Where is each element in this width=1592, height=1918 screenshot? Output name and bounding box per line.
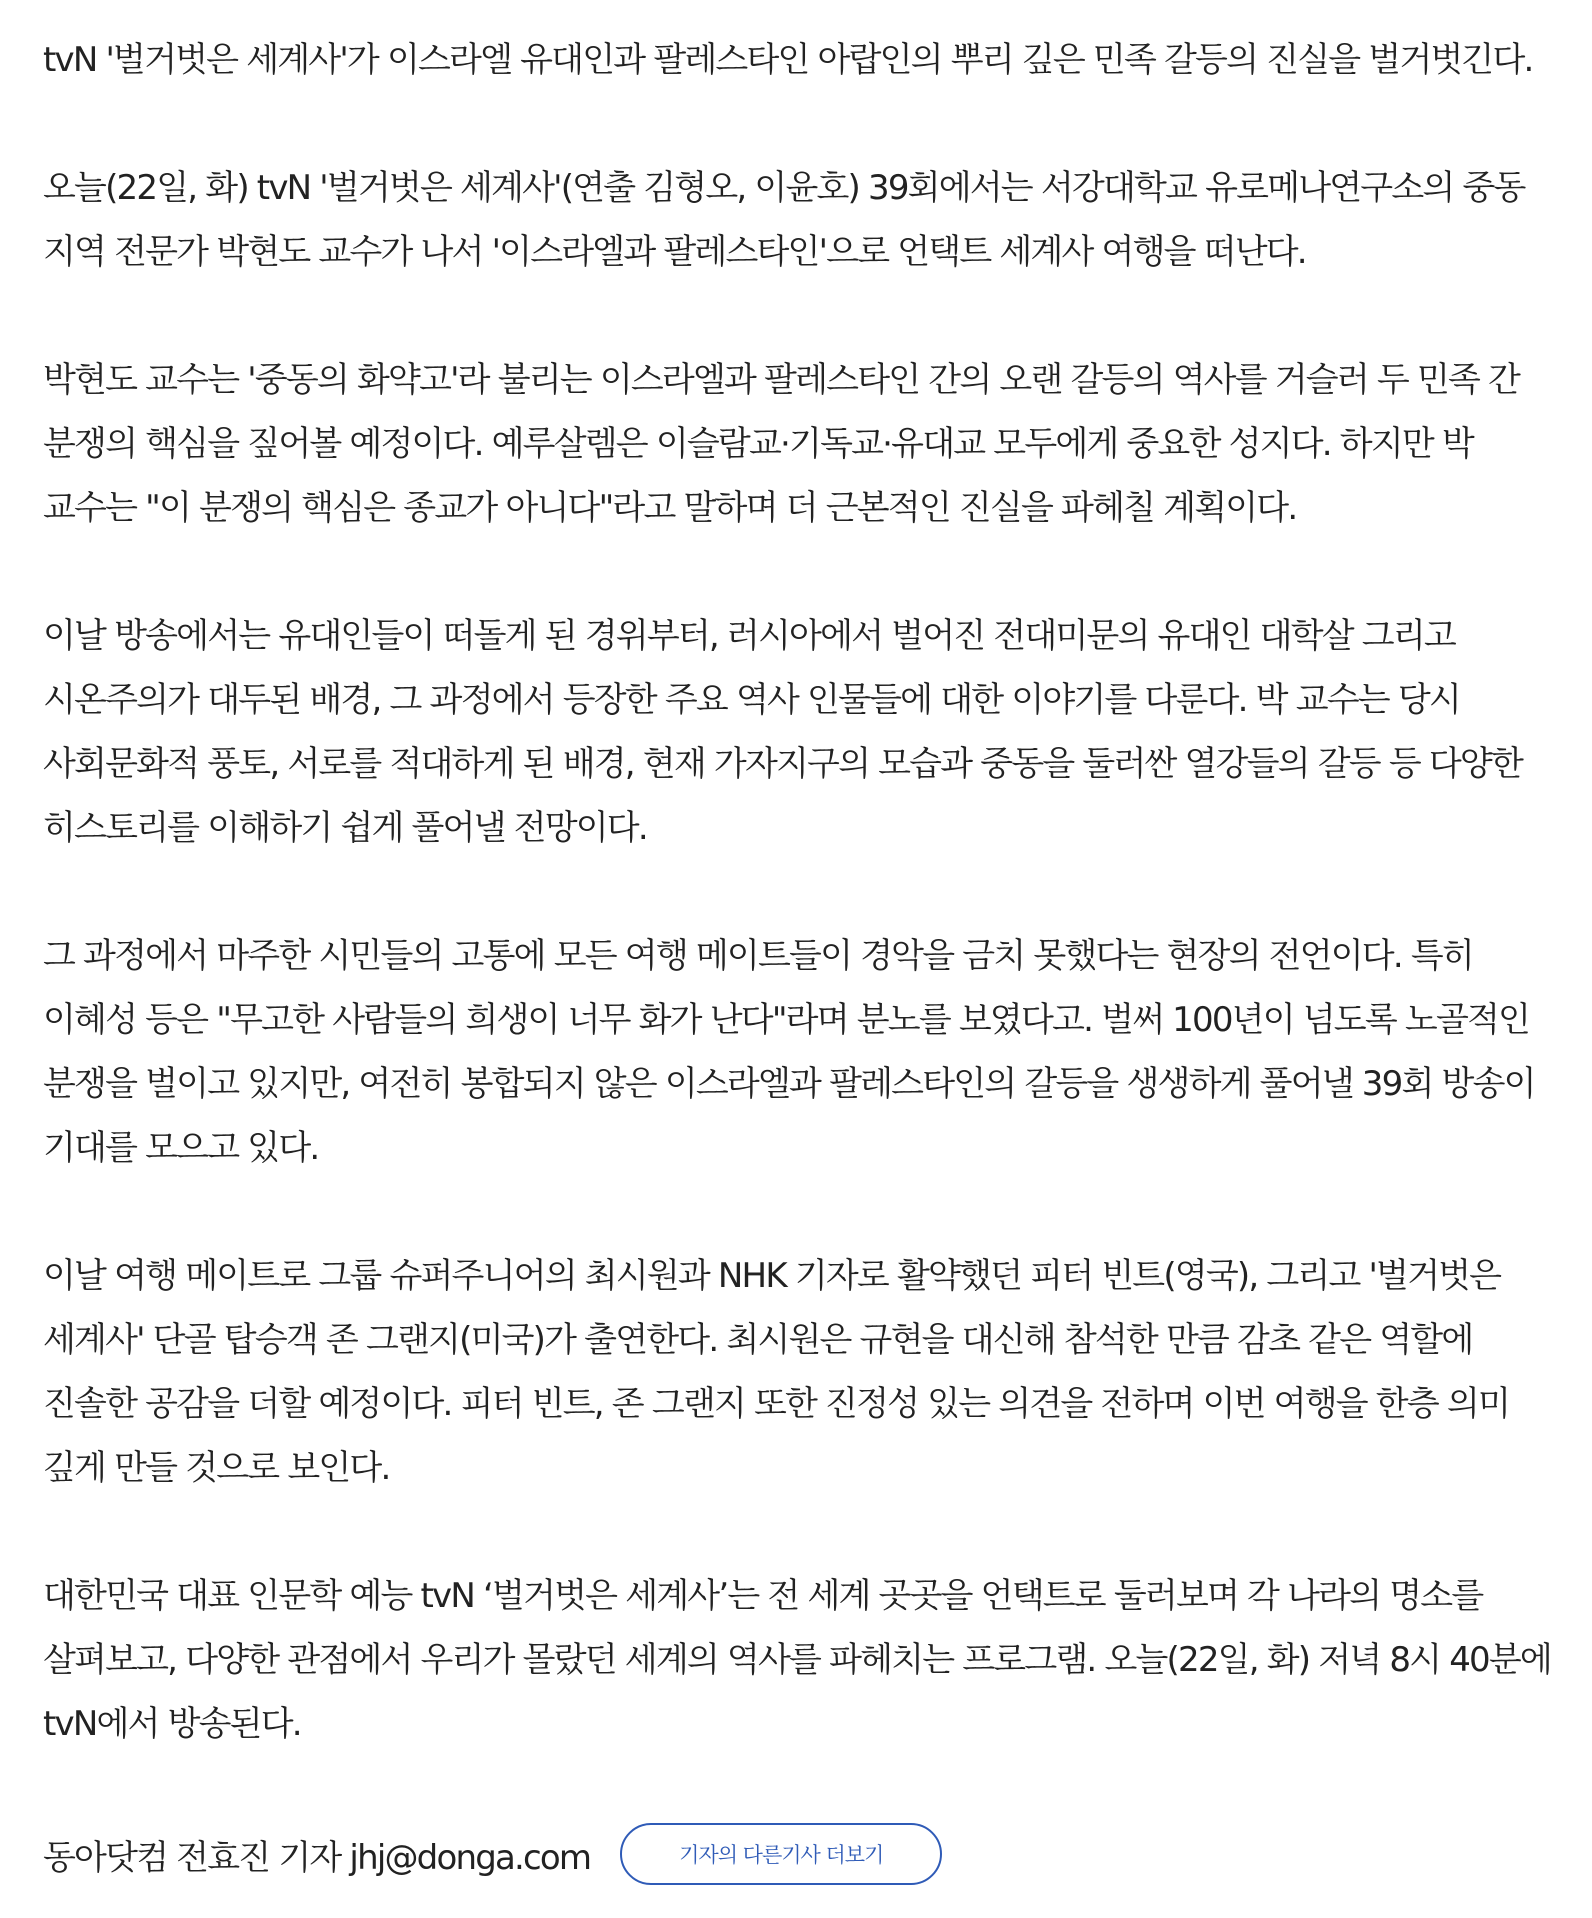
article-paragraph-4: 이날 방송에서는 유대인들이 떠돌게 된 경위부터, 러시아에서 벌어진 전대미문의 유대인 대학살 그리고 시온주의가 대두된 배경, 그 과정에서 등장한 주요 역사 인물들에 대한 이야기를 다룬다. 박 교수는 당시 사회문화적 풍토, 서로를 적대하게 된 배경, 현재 가자지구의 모습과 중동을 둘러싼 열강들의 갈등 등 다양한 히스토리를 이해하기 쉽게 풀어낼 전망이다.	[43, 616, 1523, 848]
article-paragraph-3: 박현도 교수는 '중동의 화약고'라 불리는 이스라엘과 팔레스타인 간의 오랜 갈등의 역사를 거슬러 두 민족 간 분쟁의 핵심을 짚어볼 예정이다. 예루살렘은 이슬람교·기독교·유대교 모두에게 중요한 성지다. 하지만 박 교수는 "이 분쟁의 핵심은 종교가 아니다"라고 말하며 더 근본적인 진실을 파헤칠 계획이다.	[43, 360, 1520, 528]
more-articles-button[interactable]: 기자의 다른기사 더보기	[620, 1823, 942, 1885]
reporter-byline: 동아닷컴 전효진 기자 jhj@donga.com	[43, 1837, 591, 1878]
byline-row	[43, 1814, 1569, 1894]
article-paragraph-2: 오늘(22일, 화) tvN '벌거벗은 세계사'(연출 김형오, 이윤호) 39회에서는 서강대학교 유로메나연구소의 중동 지역 전문가 박현도 교수가 나서 '이스라엘과 팔레스타인'으로 언택트 세계사 여행을 떠난다.	[43, 168, 1525, 272]
article-paragraph-6: 이날 여행 메이트로 그룹 슈퍼주니어의 최시원과 NHK 기자로 활약했던 피터 빈트(영국), 그리고 '벌거벗은 세계사' 단골 탑승객 존 그랜지(미국)가 출연한다. 최시원은 규현을 대신해 참석한 만큼 감초 같은 역할에 진솔한 공감을 더할 예정이다. 피터 빈트, 존 그랜지 또한 진정성 있는 의견을 전하며 이번 여행을 한층 의미 깊게 만들 것으로 보인다.	[43, 1256, 1509, 1488]
article-paragraph-7: 대한민국 대표 인문학 예능 tvN ‘벌거벗은 세계사’는 전 세계 곳곳을 언택트로 둘러보며 각 나라의 명소를 살펴보고, 다양한 관점에서 우리가 몰랐던 세계의 역사를 파헤치는 프로그램. 오늘(22일, 화) 저녁 8시 40분에 tvN에서 방송된다.	[43, 1576, 1551, 1744]
article-paragraph-5: 그 과정에서 마주한 시민들의 고통에 모든 여행 메이트들이 경악을 금치 못했다는 현장의 전언이다. 특히 이혜성 등은 "무고한 사람들의 희생이 너무 화가 난다"라며 분노를 보였다고. 벌써 100년이 넘도록 노골적인 분쟁을 벌이고 있지만, 여전히 봉합되지 않은 이스라엘과 팔레스타인의 갈등을 생생하게 풀어낼 39회 방송이 기대를 모으고 있다.	[43, 936, 1535, 1168]
article-body	[43, 28, 1569, 1894]
article-paragraph-1: tvN '벌거벗은 세계사'가 이스라엘 유대인과 팔레스타인 아랍인의 뿌리 깊은 민족 갈등의 진실을 벌거벗긴다.	[43, 40, 1533, 80]
